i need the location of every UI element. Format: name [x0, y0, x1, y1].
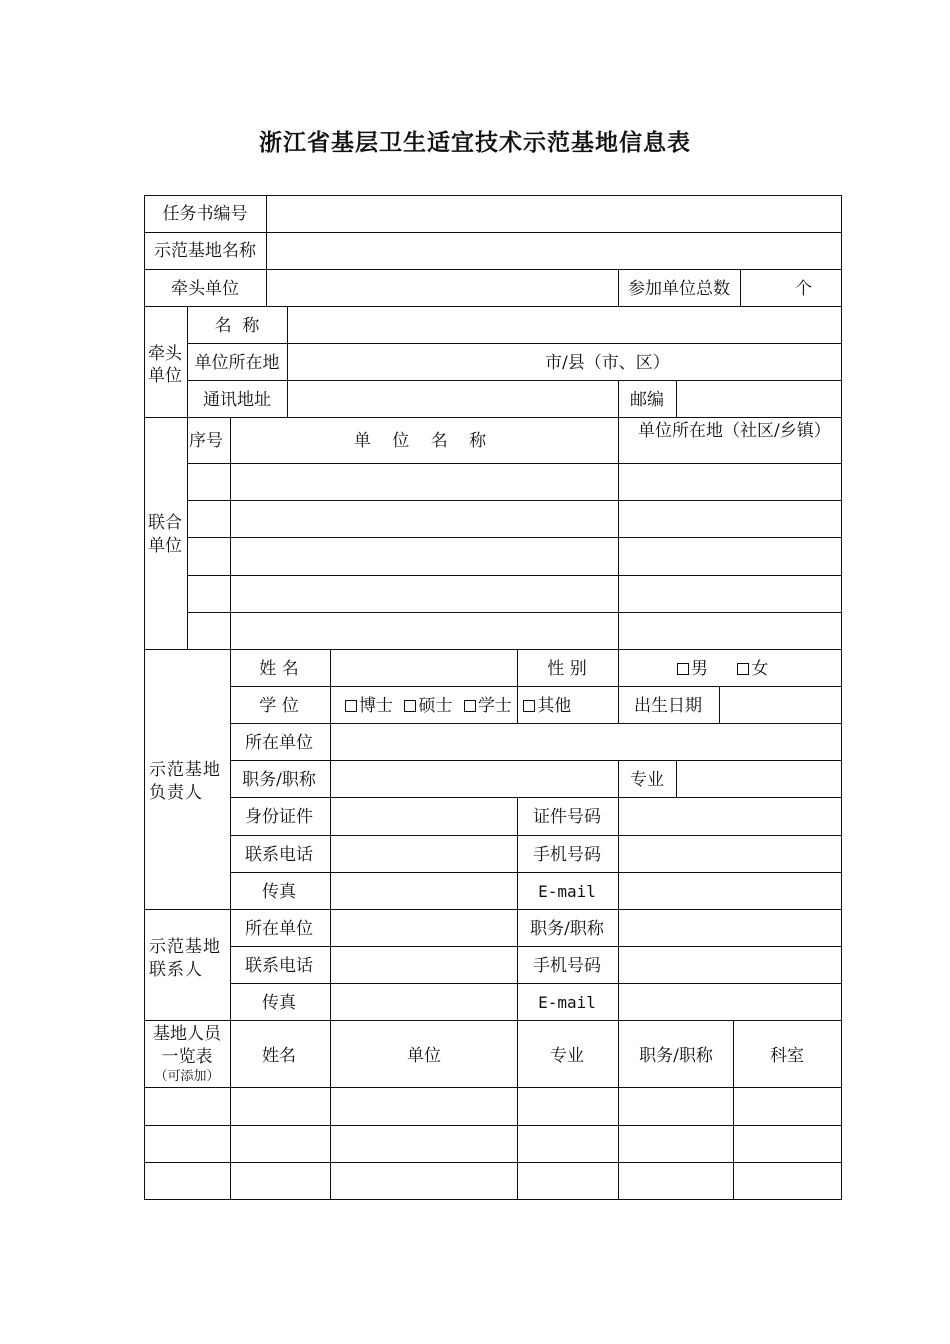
joint-row-1-name[interactable] — [231, 464, 618, 500]
head-id-label: 身份证件 — [245, 807, 313, 827]
joint-row-2-name[interactable] — [231, 501, 618, 537]
head-degree-options — [345, 696, 571, 716]
gender-male-option[interactable] — [677, 659, 708, 679]
head-major-label: 专业 — [630, 770, 664, 790]
joint-col-location: 单位所在地（社区/乡镇） — [638, 421, 831, 441]
degree-bachelor-option[interactable] — [464, 696, 512, 716]
contact-unit-field[interactable] — [331, 910, 517, 946]
head-id-no-label: 证件号码 — [533, 807, 601, 827]
lead-name-label: 名 称 — [214, 316, 260, 336]
checkbox-other[interactable] — [523, 700, 535, 712]
lead-address-field[interactable] — [288, 381, 618, 417]
total-units-field[interactable] — [741, 270, 841, 306]
staff-row-2[interactable] — [145, 1126, 841, 1162]
staff-row-1[interactable] — [145, 1088, 841, 1125]
head-email-label: E-mail — [538, 882, 596, 901]
checkbox-female[interactable] — [737, 663, 749, 675]
info-form — [144, 195, 842, 1200]
head-id-field[interactable] — [331, 798, 517, 835]
checkbox-doctor[interactable] — [345, 700, 357, 712]
contact-fax-label: 传真 — [262, 993, 296, 1013]
contact-phone-field[interactable] — [331, 947, 517, 983]
lead-location-hint: 市/县（市、区） — [545, 353, 670, 373]
contact-title-label: 职务/职称 — [530, 919, 604, 939]
degree-master-label: 硕士 — [418, 696, 453, 716]
head-fax-label: 传真 — [262, 882, 296, 902]
degree-bachelor-label: 学士 — [477, 696, 512, 716]
joint-row-4-name[interactable] — [231, 576, 618, 612]
base-name-label: 示范基地名称 — [154, 241, 256, 261]
joint-row-4-location[interactable] — [619, 576, 841, 612]
lead-address-label: 通讯地址 — [203, 390, 271, 410]
base-name-field[interactable] — [267, 233, 841, 269]
gender-female-option[interactable] — [737, 659, 768, 679]
head-major-field[interactable] — [677, 761, 841, 797]
head-title-label: 职务/职称 — [242, 770, 316, 790]
checkbox-bachelor[interactable] — [464, 700, 476, 712]
degree-doctor-label: 博士 — [359, 696, 393, 716]
gender-female-label: 女 — [751, 659, 769, 679]
staff-col-title: 职务/职称 — [639, 1046, 713, 1066]
contact-mobile-field[interactable] — [619, 947, 841, 983]
joint-col-name: 单 位 名 称 — [353, 431, 495, 451]
head-phone-field[interactable] — [331, 836, 517, 872]
head-unit-label: 所在单位 — [245, 733, 313, 753]
staff-section-label: 基地人员一览表 — [153, 1024, 221, 1067]
lead-section-label: 牵头单位 — [148, 344, 182, 386]
contact-email-field[interactable] — [619, 984, 841, 1020]
total-units-label: 参加单位总数 — [628, 279, 730, 299]
staff-row-3[interactable] — [145, 1163, 841, 1199]
head-id-no-field[interactable] — [619, 798, 841, 835]
head-birth-field[interactable] — [720, 687, 841, 723]
joint-row-1-location[interactable] — [619, 464, 841, 500]
head-degree-label: 学 位 — [259, 696, 299, 716]
head-gender-options — [677, 659, 768, 679]
contact-phone-label: 联系电话 — [245, 956, 313, 976]
contact-unit-label: 所在单位 — [245, 919, 313, 939]
head-unit-field[interactable] — [331, 724, 841, 760]
contact-title-field[interactable] — [619, 910, 841, 946]
head-title-field[interactable] — [331, 761, 618, 797]
staff-col-name: 姓名 — [262, 1046, 296, 1066]
lead-location-label: 单位所在地 — [194, 353, 280, 373]
head-email-field[interactable] — [619, 873, 841, 909]
contact-section-label: 示范基地联系人 — [149, 937, 221, 980]
checkbox-male[interactable] — [677, 663, 689, 675]
head-mobile-field[interactable] — [619, 836, 841, 872]
task-no-label: 任务书编号 — [162, 204, 248, 224]
task-no-field[interactable] — [267, 196, 841, 232]
joint-row-5-name[interactable] — [231, 613, 618, 649]
joint-section-label: 联合单位 — [148, 513, 182, 556]
head-name-field[interactable] — [331, 650, 517, 686]
head-section-label: 示范基地负责人 — [149, 760, 221, 803]
lead-postcode-field[interactable] — [677, 381, 841, 417]
contact-fax-field[interactable] — [331, 984, 517, 1020]
page-title: 浙江省基层卫生适宜技术示范基地信息表 — [259, 130, 691, 156]
degree-doctor-option[interactable] — [345, 696, 393, 716]
degree-other-label: 其他 — [537, 696, 572, 716]
head-mobile-label: 手机号码 — [533, 845, 601, 865]
head-phone-label: 联系电话 — [245, 845, 313, 865]
checkbox-master[interactable] — [404, 700, 416, 712]
joint-col-seq: 序号 — [189, 431, 223, 451]
head-name-label: 姓 名 — [259, 659, 299, 679]
joint-row-3-location[interactable] — [619, 538, 841, 575]
degree-other-option[interactable] — [523, 696, 571, 716]
staff-col-major: 专业 — [550, 1046, 584, 1066]
lead-unit-label: 牵头单位 — [171, 279, 239, 299]
staff-section-note: （可添加） — [154, 1069, 220, 1084]
lead-name-field[interactable] — [288, 307, 841, 343]
head-birth-label: 出生日期 — [634, 696, 702, 716]
head-fax-field[interactable] — [331, 873, 517, 909]
staff-col-unit: 单位 — [407, 1046, 441, 1066]
head-gender-label: 性 别 — [547, 659, 587, 679]
joint-row-3-name[interactable] — [231, 538, 618, 575]
joint-row-2-location[interactable] — [619, 501, 841, 537]
staff-col-dept: 科室 — [770, 1046, 804, 1066]
total-units-suffix: 个 — [795, 279, 812, 299]
joint-row-5-location[interactable] — [619, 613, 841, 649]
contact-email-label: E-mail — [538, 993, 596, 1012]
contact-mobile-label: 手机号码 — [533, 956, 601, 976]
lead-location-field[interactable] — [288, 344, 841, 380]
degree-master-option[interactable] — [404, 696, 452, 716]
gender-male-label: 男 — [691, 659, 708, 679]
lead-postcode-label: 邮编 — [630, 390, 664, 410]
lead-unit-field[interactable] — [267, 270, 618, 306]
